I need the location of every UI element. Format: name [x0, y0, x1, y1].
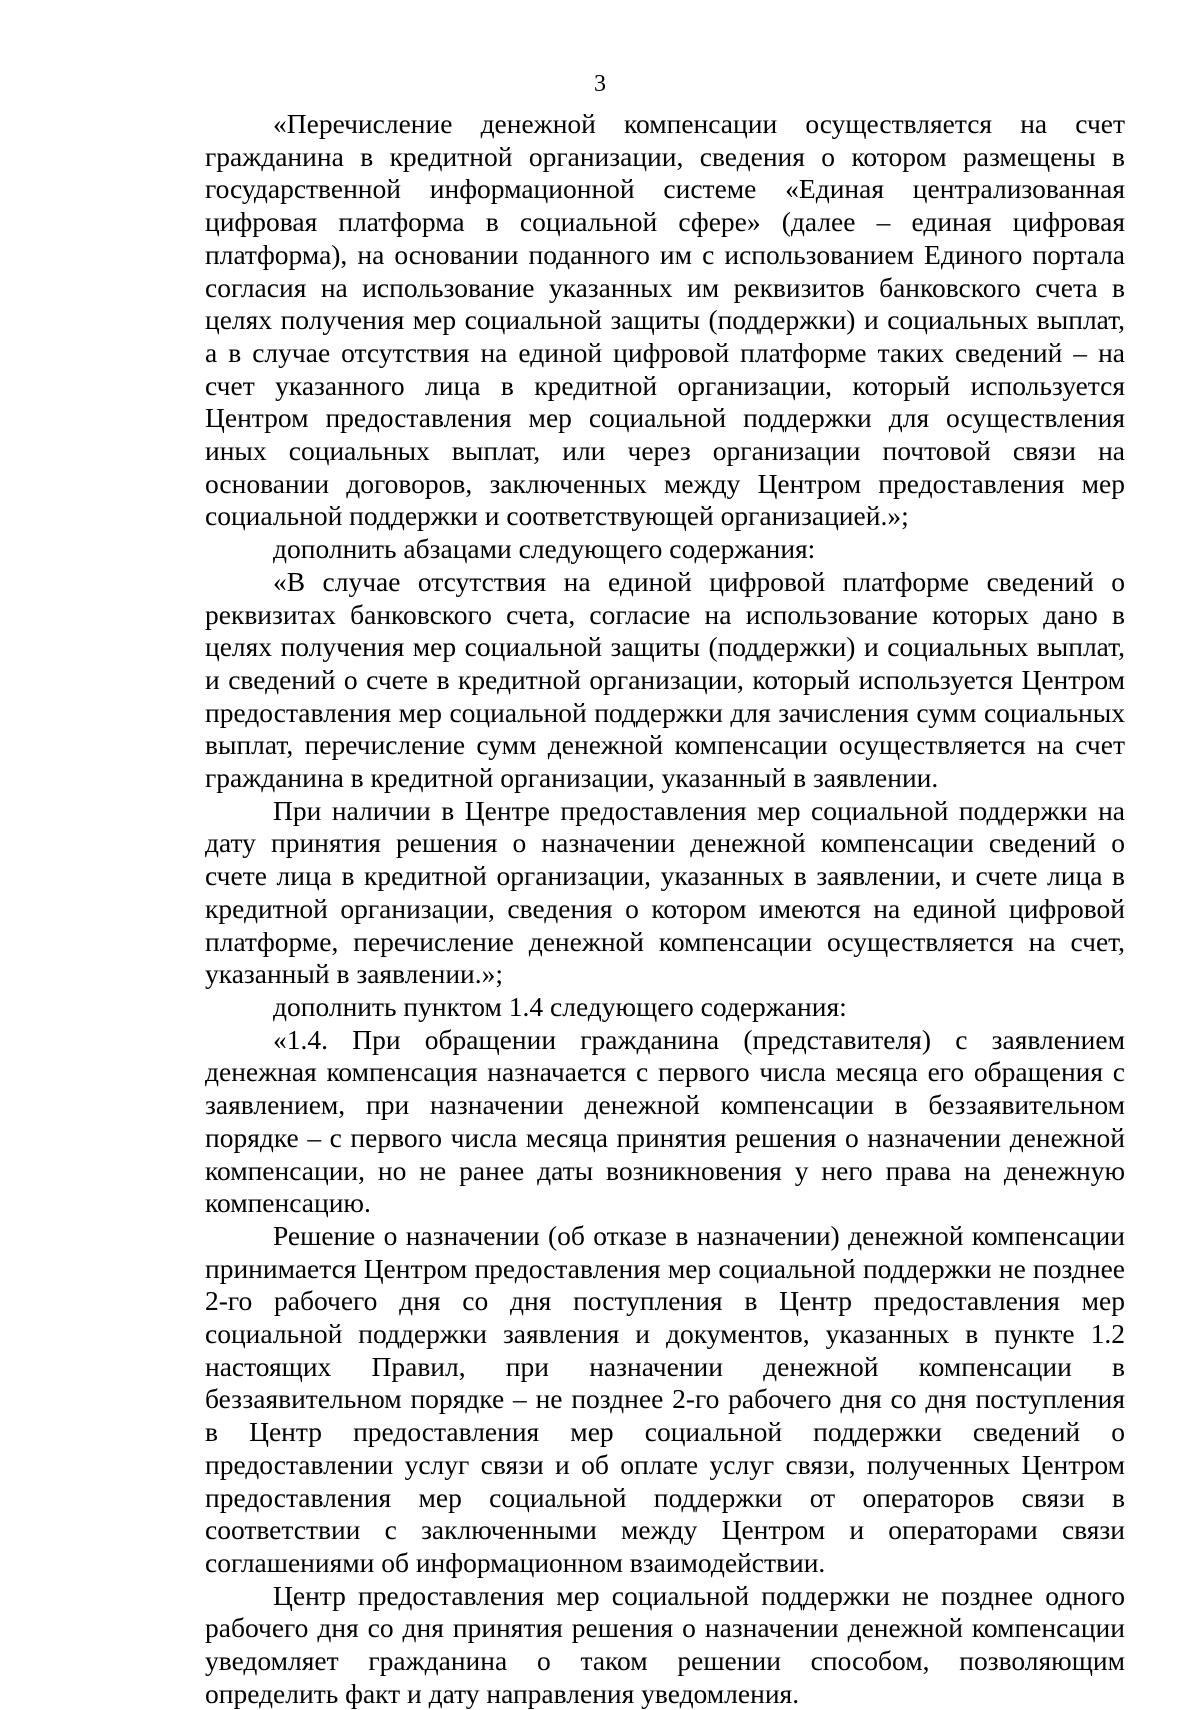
paragraph-notification: Центр предоставления мер социальной поддержки не позднее одного рабочего дня со дня принятия решения о назначении денежной компенсации уведомляет гражданина о таком решении способом, позволяющим определить факт и дату направления уведомления.: [205, 1579, 1125, 1709]
paragraph-decision-deadline: Решение о назначении (об отказе в назначении) денежной компенсации принимается Центром предоставления мер социальной поддержки не позднее 2-го рабочего дня со дня поступления в Центр предоставления мер социальной поддержки заявления и документов, указанных в пункте 1.2 настоящих Правил, при назначении денежной компенсации в беззаявительном порядке – не позднее 2-го рабочего дня со дня поступления в Центр предоставления мер социальной поддержки сведений о предоставлении услуг связи и об оплате услуг связи, полученных Центром предоставления мер социальной поддержки от операторов связи в соответствии с заключенными между Центром и операторами связи соглашениями об информационном взаимодействии.: [205, 1219, 1125, 1578]
page-number: 3: [594, 71, 606, 97]
paragraph-add-item-intro: дополнить пунктом 1.4 следующего содержания:: [273, 990, 847, 1022]
paragraph-payment-transfer: «Перечисление денежной компенсации осуществляется на счет гражданина в кредитной организации, сведения о котором размещены в государственной информационной системе «Единая централизованная цифровая платформа в социальной сфере» (далее – единая цифровая платформа), на основании поданного им с использованием Единого портала согласия на использование указанных им реквизитов банковского счета в целях получения мер социальной защиты (поддержки) и социальных выплат, а в случае отсутствия на единой цифровой платформе таких сведений – на счет указанного лица в кредитной организации, который используется Центром предоставления мер социальной поддержки для осуществления иных социальных выплат, или через организации почтовой связи на основании договоров, заключенных между Центром предоставления мер социальной поддержки и соответствующей организацией.»;: [205, 108, 1125, 532]
paragraph-no-bank-details: «В случае отсутствия на единой цифровой платформе сведений о реквизитах банковского счета, согласие на использование которых дано в целях получения мер социальной защиты (поддержки) и социальных выплат, и сведений о счете в кредитной организации, который используется Центром предоставления мер социальной поддержки для зачисления сумм социальных выплат, перечисление сумм денежной компенсации осуществляется на счет гражданина в кредитной организации, указанный в заявлении.: [205, 565, 1125, 794]
paragraph-add-clauses-intro: дополнить абзацами следующего содержания:: [273, 533, 816, 565]
document-body: [205, 108, 1125, 1710]
paragraph-account-in-application: При наличии в Центре предоставления мер социальной поддержки на дату принятия решения о назначении денежной компенсации сведений о счете лица в кредитной организации, указанных в заявлении, и счете лица в кредитной организации, сведения о котором имеются на единой цифровой платформе, перечисление денежной компенсации осуществляется на счет, указанный в заявлении.»;: [205, 794, 1125, 990]
paragraph-item-1-4: «1.4. При обращении гражданина (представителя) с заявлением денежная компенсация назначается с первого числа месяца его обращения с заявлением, при назначении денежной компенсации в беззаявительном порядке – с первого числа месяца принятия решения о назначении денежной компенсации, но не ранее даты возникновения у него права на денежную компенсацию.: [205, 1023, 1125, 1219]
